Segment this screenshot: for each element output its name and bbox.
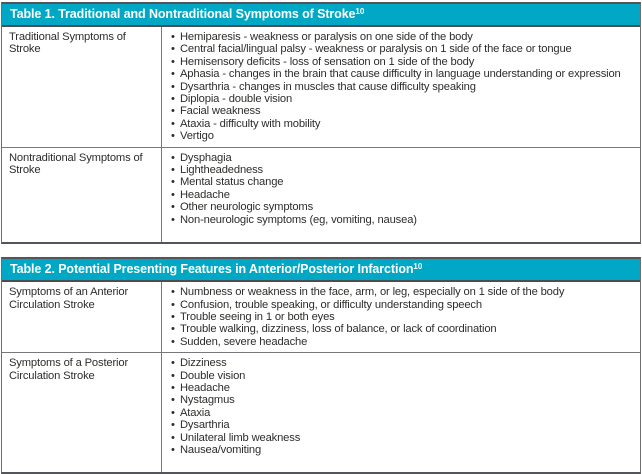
bullet-item: • Diplopia - double vision xyxy=(171,93,634,105)
bullet-item: • Facial weakness xyxy=(171,105,634,117)
table-2 xyxy=(1,257,641,474)
bullet-item: • Vertigo xyxy=(171,130,634,142)
bullet-item: • Headache xyxy=(171,382,634,394)
bullet-item: • Dizziness xyxy=(171,357,634,369)
bullet-list-anterior-circulation xyxy=(162,282,640,352)
bullet-item: • Ataxia - difficulty with mobility xyxy=(171,118,634,130)
table-1-title-superscript: 10 xyxy=(355,7,365,16)
table-1-row-traditional xyxy=(2,27,640,147)
bullet-item: • Trouble walking, dizziness, loss of balance, or lack of coordination xyxy=(171,323,634,335)
row-label-anterior-circulation: Symptoms of an Anterior Circulation Stroke xyxy=(2,282,162,352)
table-1 xyxy=(1,2,641,244)
bullet-item: • Aphasia - changes in the brain that cause difficulty in language understanding or expression xyxy=(171,68,634,80)
bullet-item: • Nystagmus xyxy=(171,394,634,406)
row-label-traditional-symptoms: Traditional Symptoms of Stroke xyxy=(2,27,162,147)
bullet-list-traditional-symptoms xyxy=(162,27,640,147)
bullet-item: • Dysarthria xyxy=(171,419,634,431)
bullet-list-nontraditional-symptoms xyxy=(162,148,640,242)
row-label-nontraditional-symptoms: Nontraditional Symptoms of Stroke xyxy=(2,148,162,242)
bullet-item: • Double vision xyxy=(171,370,634,382)
bullet-item: • Nausea/vomiting xyxy=(171,444,634,456)
bullet-item: • Dysarthria - changes in muscles that cause difficulty speaking xyxy=(171,81,634,93)
bullet-item: • Headache xyxy=(171,189,634,201)
bullet-item: • Sudden, severe headache xyxy=(171,336,634,348)
table-2-title-superscript: 10 xyxy=(413,262,423,272)
bullet-item: • Unilateral limb weakness xyxy=(171,432,634,444)
table-2-row-posterior xyxy=(2,352,640,472)
bullet-item: • Central facial/lingual palsy - weakness or paralysis on 1 side of the face or tongue xyxy=(171,43,634,55)
table-2-title-bar xyxy=(2,259,640,282)
bullet-item: • Dysphagia xyxy=(171,152,634,164)
bullet-item: • Non-neurologic symptoms (eg, vomiting, nausea) xyxy=(171,214,634,226)
table-1-title: Table 1. Traditional and Nontraditional Symptoms of Stroke xyxy=(10,7,356,21)
bullet-item: • Hemisensory deficits - loss of sensation on 1 side of the body xyxy=(171,56,634,68)
table-1-row-nontraditional xyxy=(2,147,640,242)
bullet-item: • Ataxia xyxy=(171,407,634,419)
table-2-row-anterior xyxy=(2,282,640,352)
bullet-list-posterior-circulation xyxy=(162,353,640,472)
bullet-item: • Numbness or weakness in the face, arm, or leg, especially on 1 side of the body xyxy=(171,286,634,298)
row-label-posterior-circulation: Symptoms of a Posterior Circulation Stroke xyxy=(2,353,162,472)
table-1-title-bar xyxy=(2,4,640,27)
table-2-title: Table 2. Potential Presenting Features in Anterior/Posterior Infarction xyxy=(10,262,414,277)
bullet-item: • Lightheadedness xyxy=(171,164,634,176)
bullet-item: • Trouble seeing in 1 or both eyes xyxy=(171,311,634,323)
bullet-item: • Mental status change xyxy=(171,176,634,188)
bullet-item: • Other neurologic symptoms xyxy=(171,201,634,213)
bullet-item: • Confusion, trouble speaking, or difficulty understanding speech xyxy=(171,299,634,311)
bullet-item: • Hemiparesis - weakness or paralysis on one side of the body xyxy=(171,31,634,43)
